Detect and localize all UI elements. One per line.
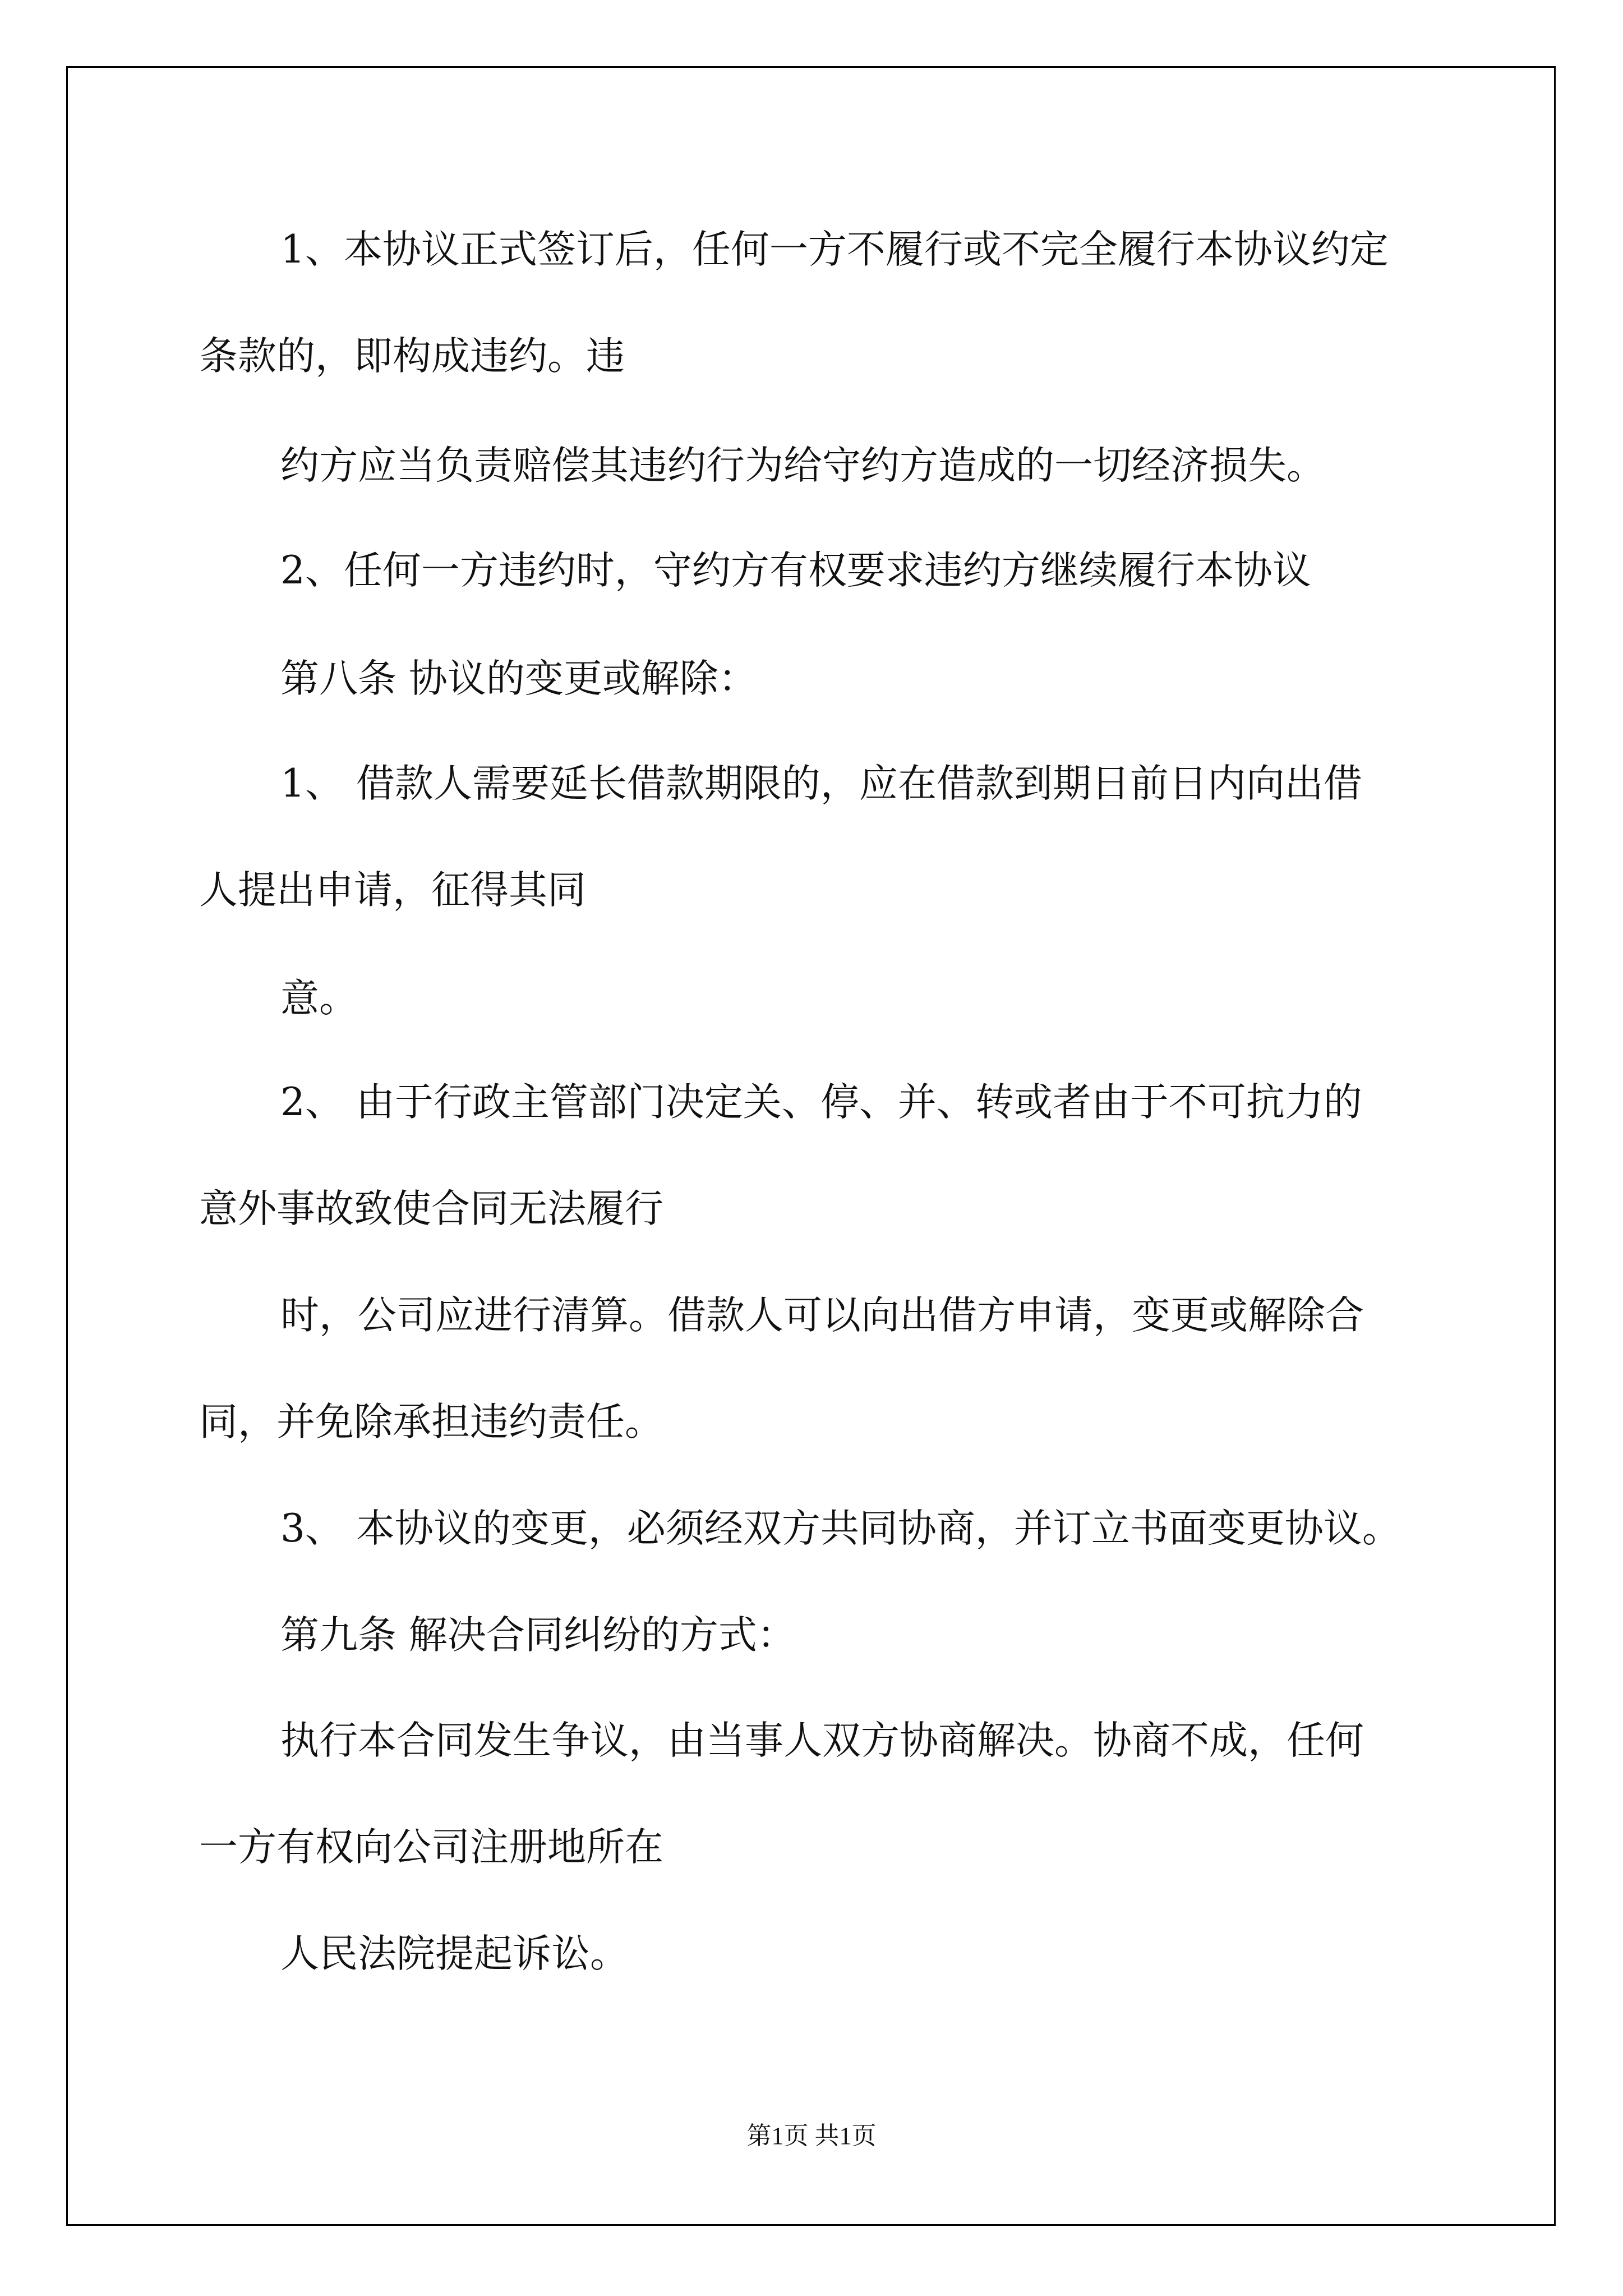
text-line: 条款的，即构成违约。违 [199, 334, 625, 379]
text-line: 1、本协议正式签订后，任何一方不履行或不完全履行本协议约定 [280, 227, 1389, 272]
text-line: 2、 由于行政主管部门决定关、停、并、转或者由于不可抗力的 [280, 1080, 1362, 1125]
text-line: 同，并免除承担违约责任。 [199, 1400, 663, 1444]
text-line: 执行本合同发生争议，由当事人双方协商解决。协商不成，任何 [280, 1718, 1364, 1763]
page-border [66, 66, 1556, 2226]
text-line: 2、任何一方违约时，守约方有权要求违约方继续履行本协议 [280, 548, 1311, 593]
text-line: 时，公司应进行清算。借款人可以向出借方申请，变更或解除合 [280, 1293, 1364, 1338]
text-line: 意。 [280, 976, 358, 1021]
text-line: 人民法院提起诉讼。 [280, 1931, 629, 1976]
text-line: 意外事故致使合同无法履行 [199, 1186, 663, 1231]
section-heading: 第九条 解决合同纠纷的方式： [280, 1613, 796, 1658]
page-footer: 第1页 共1页 [746, 2122, 877, 2150]
text-line: 约方应当负责赔偿其违约行为给守约方造成的一切经济损失。 [280, 443, 1325, 488]
text-line: 3、 本协议的变更，必须经双方共同协商，并订立书面变更协议。 [280, 1506, 1401, 1551]
text-line: 人提出申请，征得其同 [199, 868, 586, 913]
section-heading: 第八条 协议的变更或解除： [280, 656, 757, 701]
text-line: 一方有权向公司注册地所在 [199, 1825, 663, 1870]
text-line: 1、 借款人需要延长借款期限的，应在借款到期日前日内向出借 [280, 761, 1362, 806]
